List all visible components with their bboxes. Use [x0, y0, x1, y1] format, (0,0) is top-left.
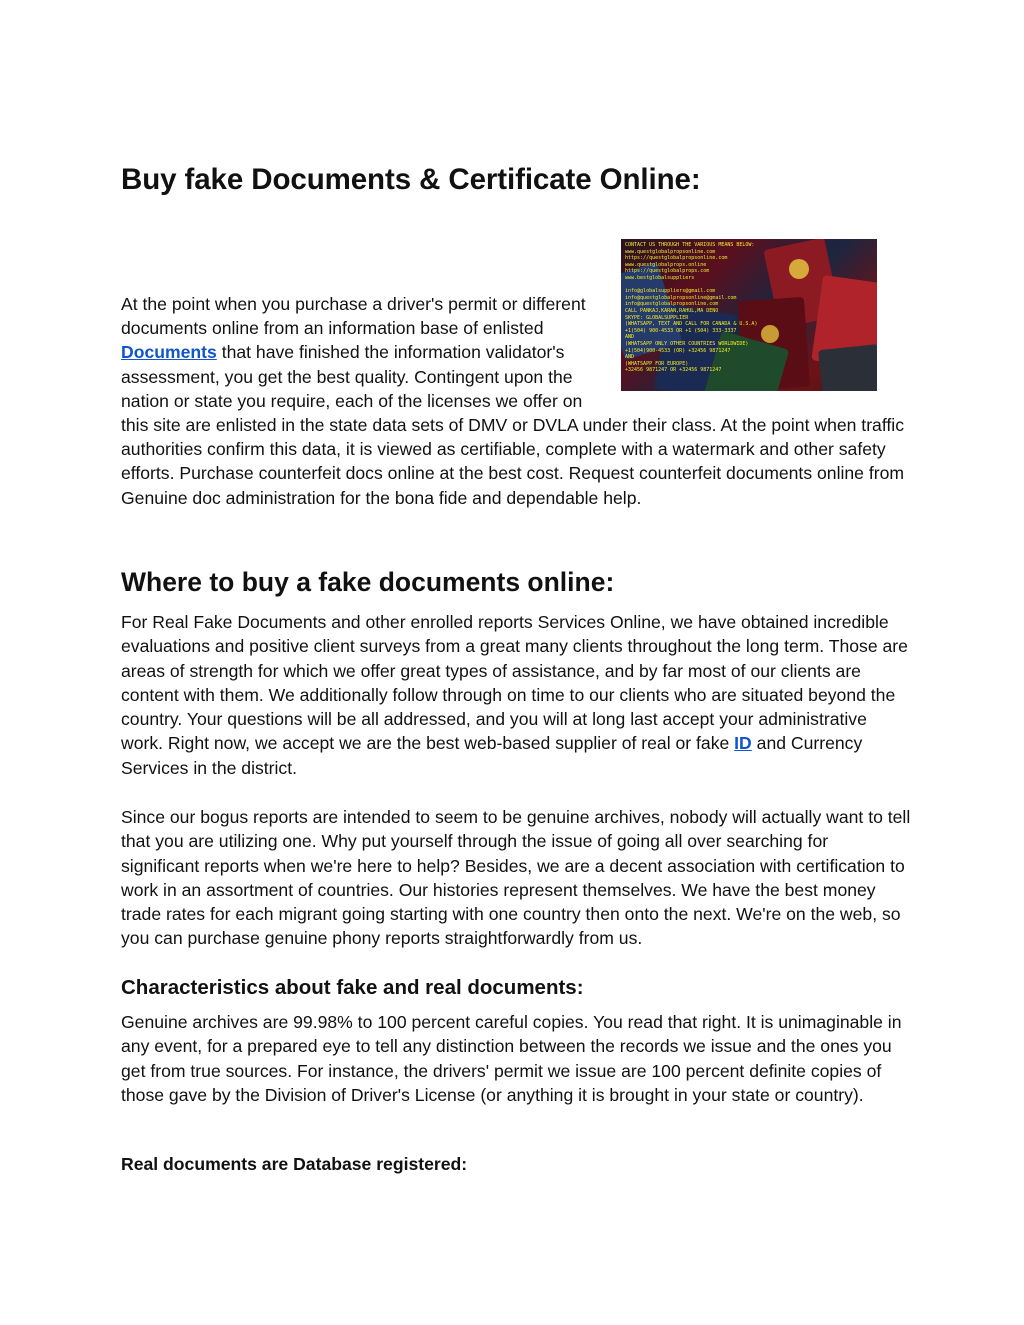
image-overlay-line: CONTACT US THROUGH THE VARIOUS MEANS BELOW:: [625, 242, 755, 248]
page-title: Buy fake Documents & Certificate Online:: [121, 163, 701, 196]
section2-text-1: For Real Fake Documents and other enrolled reports Services Online, we have obtained incredible evaluations and positive client surveys from a great many clients throughout the long term. Those are areas of strength for which we offer great types of assistance, and by far most of our clients are content with them. We additionally follow through on time to our clients who are situated beyond the country. Your questions will be all addressed, and you will at long last accept your administrative work. Right now, we accept we are the best web-based supplier of real or fake: [121, 612, 908, 754]
image-overlay-line: info@questglobalpropsonline.com: [625, 301, 719, 308]
section-heading-where-to-buy: Where to buy a fake documents online:: [121, 567, 615, 597]
image-overlay-line: info@globalsuppliers@gmail.com: [625, 288, 716, 295]
image-overlay-line: https://questglobalprops.com: [625, 268, 710, 275]
section-heading-database-registered: Real documents are Database registered:: [121, 1154, 468, 1174]
documents-link[interactable]: Documents: [121, 342, 217, 363]
image-overlay-line: info@questglobalpropsonline@gmail.com: [625, 294, 737, 301]
passports-image: [621, 239, 877, 391]
intro-paragraph: [121, 242, 906, 510]
image-overlay-line: (WHATSAPP, TEXT AND CALL FOR CANADA & U.S.A): [625, 321, 758, 328]
section2-paragraph-1: [121, 610, 911, 780]
image-overlay-line: https://questglobalpropsonline.com: [625, 255, 728, 262]
image-overlay-line: www.bestglobalsuppliers: [625, 274, 695, 281]
image-overlay-line: AND: [625, 334, 635, 341]
image-overlay-line: www.questglobalpropsonline.com: [625, 248, 716, 255]
intro-text-2: that have finished the information validator's assessment, you get the best quality. Contingent upon the nation or state you require, each of the licenses we offer on this site are enlisted in the state data sets of DMV or DVLA under their class. At the point when traffic authorities confirm this data, it is viewed as certifiable, complete with a watermark and other safety efforts. Purchase counterfeit docs online at the best cost. Request counterfeit documents online from Genuine doc administration for the bona fide and dependable help.: [121, 342, 905, 508]
section2-text-2: and Currency Services in the district.: [121, 733, 863, 778]
image-overlay-line: (WHATSAPP ONLY OTHER COUNTRIES WORLDWIDE): [625, 340, 749, 347]
image-overlay-text: [625, 242, 775, 374]
image-overlay-line: AND: [625, 354, 635, 361]
section-heading-characteristics: Characteristics about fake and real documents:: [121, 976, 584, 999]
image-overlay-line: CALL PANKAJ,KARAN,RAHUL,MA DENO: [625, 307, 719, 314]
section2-paragraph-2: Since our bogus reports are intended to seem to be genuine archives, nobody will actually want to tell that you are utilizing one. Why put yourself through the issue of going all over searching for significant reports when we're here to help? Besides, we are a decent association with certification to work in an assortment of countries. Our histories represent themselves. We have the best money trade rates for each migrant going starting with one country then onto the next. We're on the web, so you can purchase genuine phony reports straightforwardly from us.: [121, 807, 911, 949]
image-overlay-line: (WHATSAPP FOR EUROPE): [625, 360, 689, 367]
image-overlay-line: +32456 9871247 OR +32456 9871247: [625, 367, 722, 374]
intro-text-1: At the point when you purchase a driver's permit or different documents online from an information base of enlisted: [121, 294, 586, 339]
image-overlay-line: SKYPE: GLOBALSUPPLIER: [625, 314, 689, 321]
section3-paragraph-1: Genuine archives are 99.98% to 100 percent careful copies. You read that right. It is unimaginable in any event, for a prepared eye to tell any distinction between the records we issue and the ones you get from true sources. For instance, the drivers' permit we issue are 100 percent definite copies of those gave by the Division of Driver's License (or anything it is brought in your state or country).: [121, 1012, 902, 1105]
id-link[interactable]: ID: [734, 733, 752, 754]
image-overlay-line: www.questglobalprops.online: [625, 261, 707, 268]
image-overlay-line: [625, 282, 775, 289]
image-overlay-line: +1(504) 900-4533 OR +1 (504) 333-3337: [625, 327, 737, 334]
image-overlay-line: +1(504)900-4533 (OR) +32456 9871247: [625, 347, 731, 354]
